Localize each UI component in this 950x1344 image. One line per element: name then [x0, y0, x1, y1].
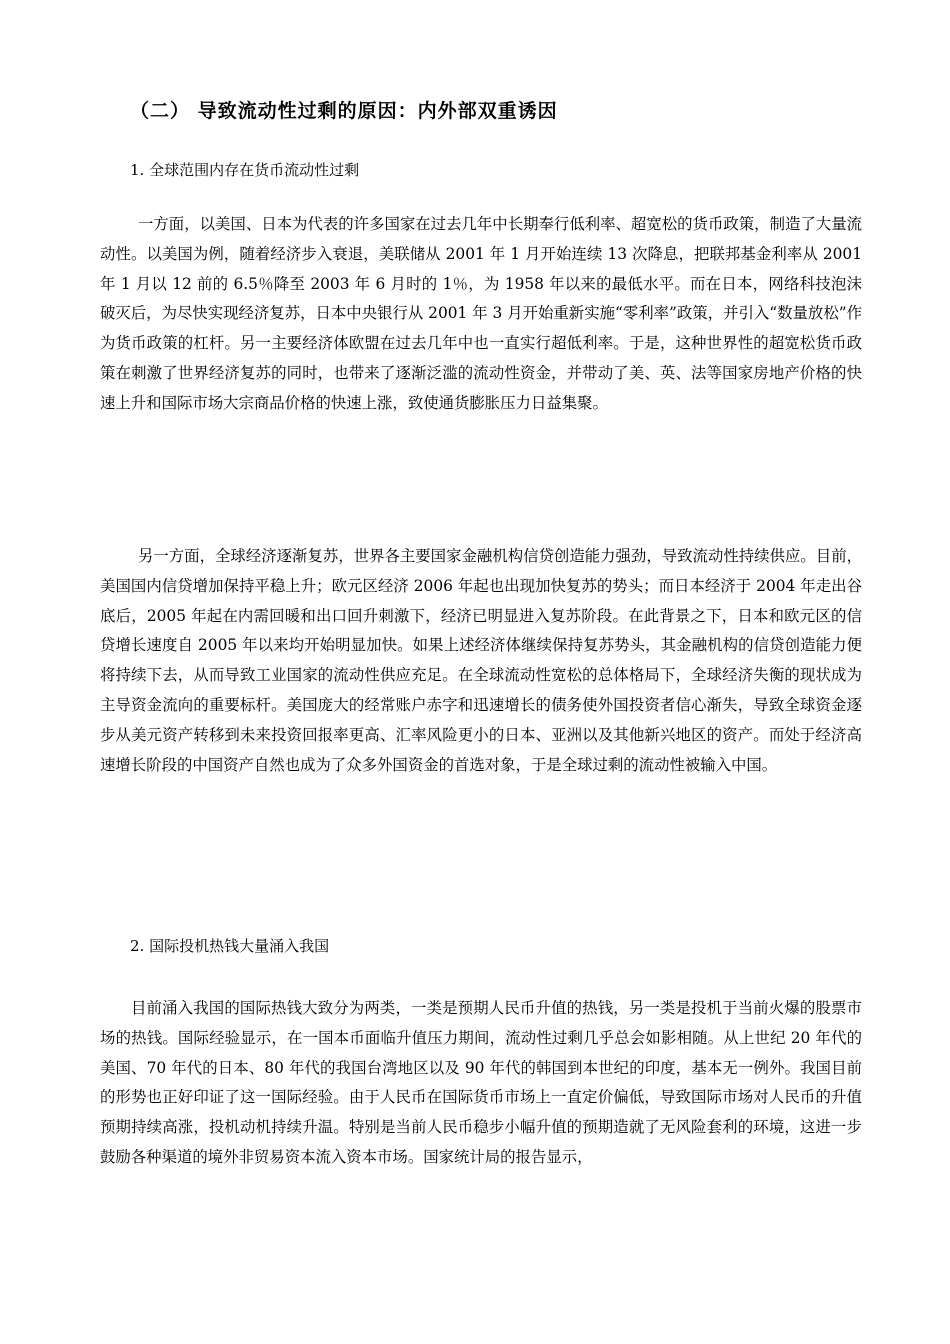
section-heading: （二） 导致流动性过剩的原因：内外部双重诱因 [130, 100, 558, 122]
body-paragraph: 另一方面，全球经济逐渐复苏，世界各主要国家金融机构信贷创造能力强劲，导致流动性持续供应。目前，美国国内信贷增加保持平稳上升；欧元区经济 2006 年起也出现加快复苏的势头；而日本经济于 2004 年走出谷底后，2005 年起在内需回暖和出口回升刺激下，经济已明显进入复苏阶段。在此背景之下，日本和欧元区的信贷增长速度自 2005 年以来均开始明显加快。如果上述经济体继续保持复苏势头，其金融机构的信贷创造能力便将持续下去，从而导致工业国家的流动性供应充足。在全球流动性宽松的总体格局下，全球经济失衡的现状成为主导资金流向的重要标杆。美国庞大的经常账户赤字和迅速增长的债务使外国投资者信心渐失，导致全球资金逐步从美元资产转移到未来投资回报率更高、汇率风险更小的日本、亚洲以及其他新兴地区的资产。而处于经济高速增长阶段的中国资产自然也成为了众多外国资金的首选对象，于是全球过剩的流动性被输入中国。 [100, 547, 862, 774]
body-paragraph: 目前涌入我国的国际热钱大致分为两类，一类是预期人民币升值的热钱，另一类是投机于当前火爆的股票市场的热钱。国际经验显示，在一国本币面临升值压力期间，流动性过剩几乎总会如影相随。从上世纪 20 年代的美国、70 年代的日本、80 年代的我国台湾地区以及 90 年代的韩国到本世纪的印度，基本无一例外。我国目前的形势也正好印证了这一国际经验。由于人民币在国际货币市场上一直定价偏低，导致国际市场对人民币的升值预期持续高涨，投机动机持续升温。特别是当前人民币稳步小幅升值的预期造就了无风险套利的环境，这进一步鼓励各种渠道的境外非贸易资本流入资本市场。国家统计局的报告显示， [100, 999, 862, 1166]
body-paragraph: 一方面，以美国、日本为代表的许多国家在过去几年中长期奉行低利率、超宽松的货币政策，制造了大量流动性。以美国为例，随着经济步入衰退，美联储从 2001 年 1 月开始连续 13 次降息，把联邦基金利率从 2001 年 1 月以 12 前的 6.5％降至 2003 年 6 月时的 1％，为 1958 年以来的最低水平。而在日本，网络科技泡沫破灭后，为尽快实现经济复苏，日本中央银行从 2001 年 3 月开始重新实施“零利率”政策，并引入“数量放松”作为货币政策的杠杆。另一主要经济体欧盟在过去几年中也一直实行超低利率。于是，这种世界性的超宽松货币政策在刺激了世界经济复苏的同时，也带来了逐渐泛滥的流动性资金，并带动了美、英、法等国家房地产价格的快速上升和国际市场大宗商品价格的快速上涨，致使通货膨胀压力日益集聚。 [100, 215, 862, 412]
subsection-heading-hot-money: 2. 国际投机热钱大量涌入我国 [130, 937, 330, 955]
subsection-heading-global-liquidity: 1. 全球范围内存在货币流动性过剩 [130, 161, 360, 179]
